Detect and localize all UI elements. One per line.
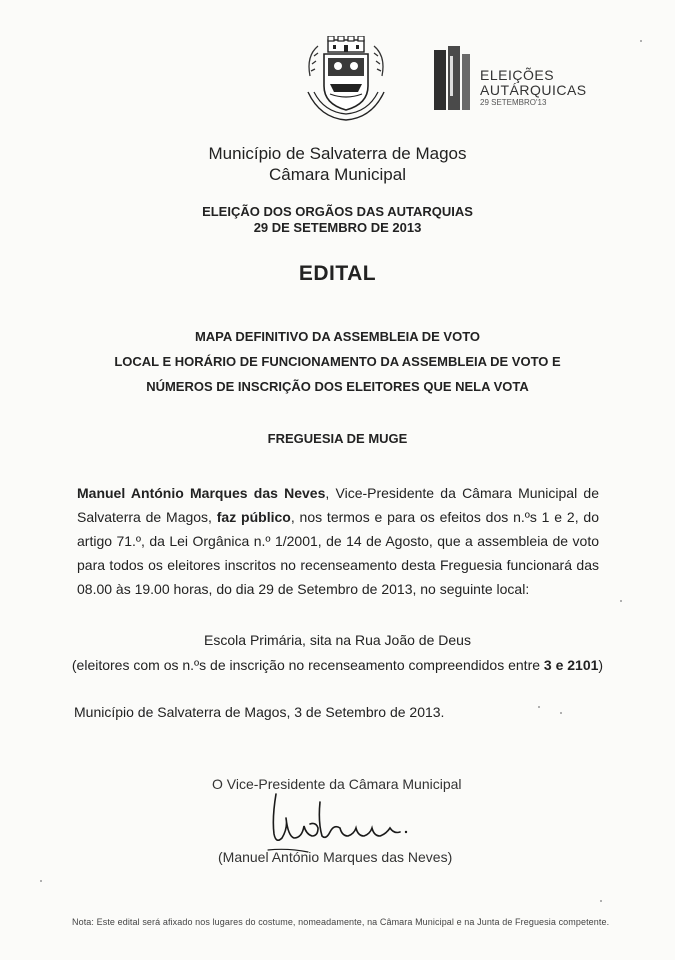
- voter-range-prefix: (eleitores com os n.ºs de inscrição no recenseamento compreendidos entre: [71, 657, 544, 673]
- signatory-name: (Manuel António Marques das Neves): [218, 849, 453, 865]
- municipality-name: Município de Salvaterra de Magos: [208, 144, 467, 163]
- handwritten-signature-icon: [248, 788, 428, 858]
- election-date: 29 DE SETEMBRO DE 2013: [253, 220, 422, 235]
- voter-range-suffix: ): [598, 657, 604, 673]
- election-title: ELEIÇÃO DOS ORGÃOS DAS AUTARQUIAS: [202, 204, 473, 219]
- scan-speck: [600, 900, 602, 902]
- body-emphasis: faz público: [216, 509, 291, 525]
- election-logo: [430, 44, 630, 114]
- dateline: Município de Salvaterra de Magos, 3 de Setembro de 2013.: [74, 704, 445, 720]
- election-logo-date: 29 SETEMBRO'13: [480, 98, 547, 107]
- subtitle-block: [0, 324, 675, 399]
- subtitle-line-3: NÚMEROS DE INSCRIÇÃO DOS ELEITORES QUE NELA VOTA: [146, 379, 529, 394]
- election-mark-icon: [430, 44, 476, 114]
- body-text-part1: , Vice-Presidente da Câmara Municipal de Salvaterra de Magos,: [77, 485, 599, 525]
- location-line: Escola Primária, sita na Rua João de Deus: [204, 632, 471, 648]
- election-heading: [0, 204, 675, 236]
- scan-speck: [620, 600, 622, 602]
- location-block: [0, 628, 675, 678]
- footnote: Nota: Este edital será afixado nos lugares do costume, nomeadamente, na Câmara Municipal e na Junta de Freguesia competente.: [72, 917, 610, 927]
- election-logo-line2: AUTÁRQUICAS: [480, 82, 587, 98]
- scan-speck: [560, 712, 562, 714]
- scan-speck: [40, 880, 42, 882]
- body-text-part2: , nos termos e para os efeitos dos n.ºs 1 e 2, do artigo 71.º, da Lei Orgânica n.º 1/2001, de 14 de Agosto, que a assembleia de voto para todos os eleitores inscritos no recenseamento desta Freguesia funcionará das 08.00 às 19.00 horas, do dia 29 de Setembro de 2013, no seguinte local:: [77, 509, 599, 597]
- scan-speck: [538, 706, 540, 708]
- scan-speck: [640, 40, 642, 42]
- municipality-header: [0, 143, 675, 185]
- voter-range: 3 e 2101: [543, 657, 599, 673]
- official-name: Manuel António Marques das Neves: [77, 485, 326, 501]
- election-logo-line1: ELEIÇÕES: [480, 67, 555, 83]
- subtitle-line-2: LOCAL E HORÁRIO DE FUNCIONAMENTO DA ASSEMBLEIA DE VOTO E: [114, 354, 561, 369]
- voter-range-line: [0, 653, 675, 678]
- body-paragraph: [77, 481, 599, 601]
- subtitle-line-1: MAPA DEFINITIVO DA ASSEMBLEIA DE VOTO: [194, 329, 481, 344]
- signature-role: O Vice-Presidente da Câmara Municipal: [212, 776, 462, 792]
- municipal-crest-icon: [300, 36, 392, 122]
- page-title: EDITAL: [298, 262, 377, 285]
- freguesia-heading: FREGUESIA DE MUGE: [267, 431, 408, 446]
- council-name: Câmara Municipal: [269, 165, 406, 184]
